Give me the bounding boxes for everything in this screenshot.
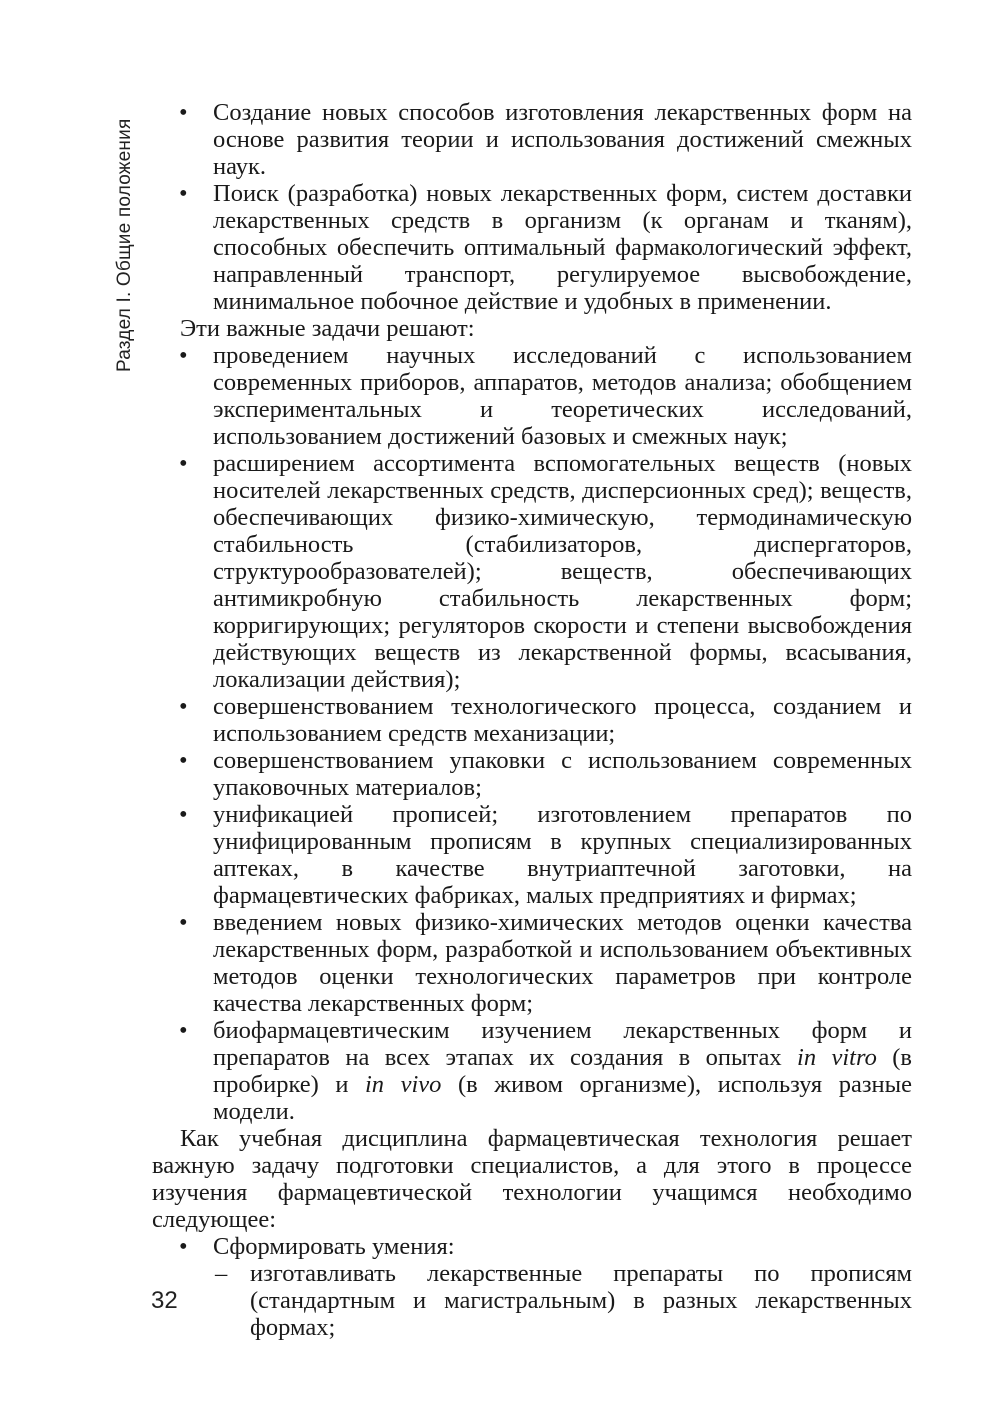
- discipline-paragraph: Как учебная дисциплина фармацевтическая технология решает важную задачу подготовки специалистов, а для этого в процессе изучения фармацевтической технологии учащимся необходимо следующее:: [152, 1125, 912, 1233]
- sublist-item: – изготавливать лекарственные препараты по прописям (стандартным и магистральным) в разных лекарственных формах;: [213, 1260, 912, 1341]
- latin-term: in vitro: [797, 1044, 877, 1071]
- text-span: (в пробирке) и: [213, 1044, 913, 1098]
- tasks-list: [152, 342, 912, 1125]
- list-item: • введением новых физико-химических методов оценки качества лекарственных форм, разработкой и использованием объективных методов оценки технологических параметров при контроле качества лекарственных форм;: [152, 909, 912, 1017]
- text-span: (в живом организме), используя разные модели.: [213, 1071, 912, 1125]
- running-header: Раздел I. Общие положения: [114, 118, 135, 372]
- list-item: • совершенствованием технологического процесса, созданием и использованием средств механизации;: [152, 693, 912, 747]
- list-item: • Поиск (разработка) новых лекарственных форм, систем доставки лекарственных средств в организм (к органам и тканям), способных обеспечить оптимальный фармакологический эффект, направленный транспорт, регулируемое высвобождение, минимальное побочное действие и удобных в применении.: [152, 180, 912, 315]
- page-body: [152, 99, 912, 1341]
- skills-heading: Сформировать умения:: [213, 1233, 455, 1260]
- list-item: • унификацией прописей; изготовлением препаратов по унифицированным прописям в крупных специализированных аптеках, в качестве внутриаптечной заготовки, на фармацевтических фабриках, малых предприятиях и фирмах;: [152, 801, 912, 909]
- skills-list: [152, 1233, 912, 1341]
- list-item: [152, 1017, 912, 1125]
- list-item: • расширением ассортимента вспомогательных веществ (новых носителей лекарственных средств, дисперсионных сред); веществ, обеспечивающих физико-химическую, термодинамическую стабильность (стабилизаторов, диспергаторов, структурообразователей); веществ, обеспечивающих антимикробную стабильность лекарственных форм; корригирующих; регуляторов скорости и степени высвобождения действующих веществ из лекарственной формы, всасывания, локализации действия);: [152, 450, 912, 693]
- latin-term: in vivo: [364, 1071, 442, 1098]
- list-item: • Создание новых способов изготовления лекарственных форм на основе развития теории и использования достижений смежных наук.: [152, 99, 912, 180]
- list-item: [152, 1233, 912, 1341]
- list-item: • совершенствованием упаковки с использованием современных упаковочных материалов;: [152, 747, 912, 801]
- skills-sublist: [213, 1260, 912, 1341]
- text-span: биофармацевтическим изучением лекарственных форм и препаратов на всех этапах их создания в опытах: [213, 1017, 912, 1071]
- goals-list: [152, 99, 912, 315]
- tasks-intro: Эти важные задачи решают:: [180, 315, 475, 342]
- list-item: • проведением научных исследований с использованием современных приборов, аппаратов, методов анализа; обобщением экспериментальных и теоретических исследований, использованием достижений базовых и смежных наук;: [152, 342, 912, 450]
- page-number: 32: [151, 1287, 178, 1314]
